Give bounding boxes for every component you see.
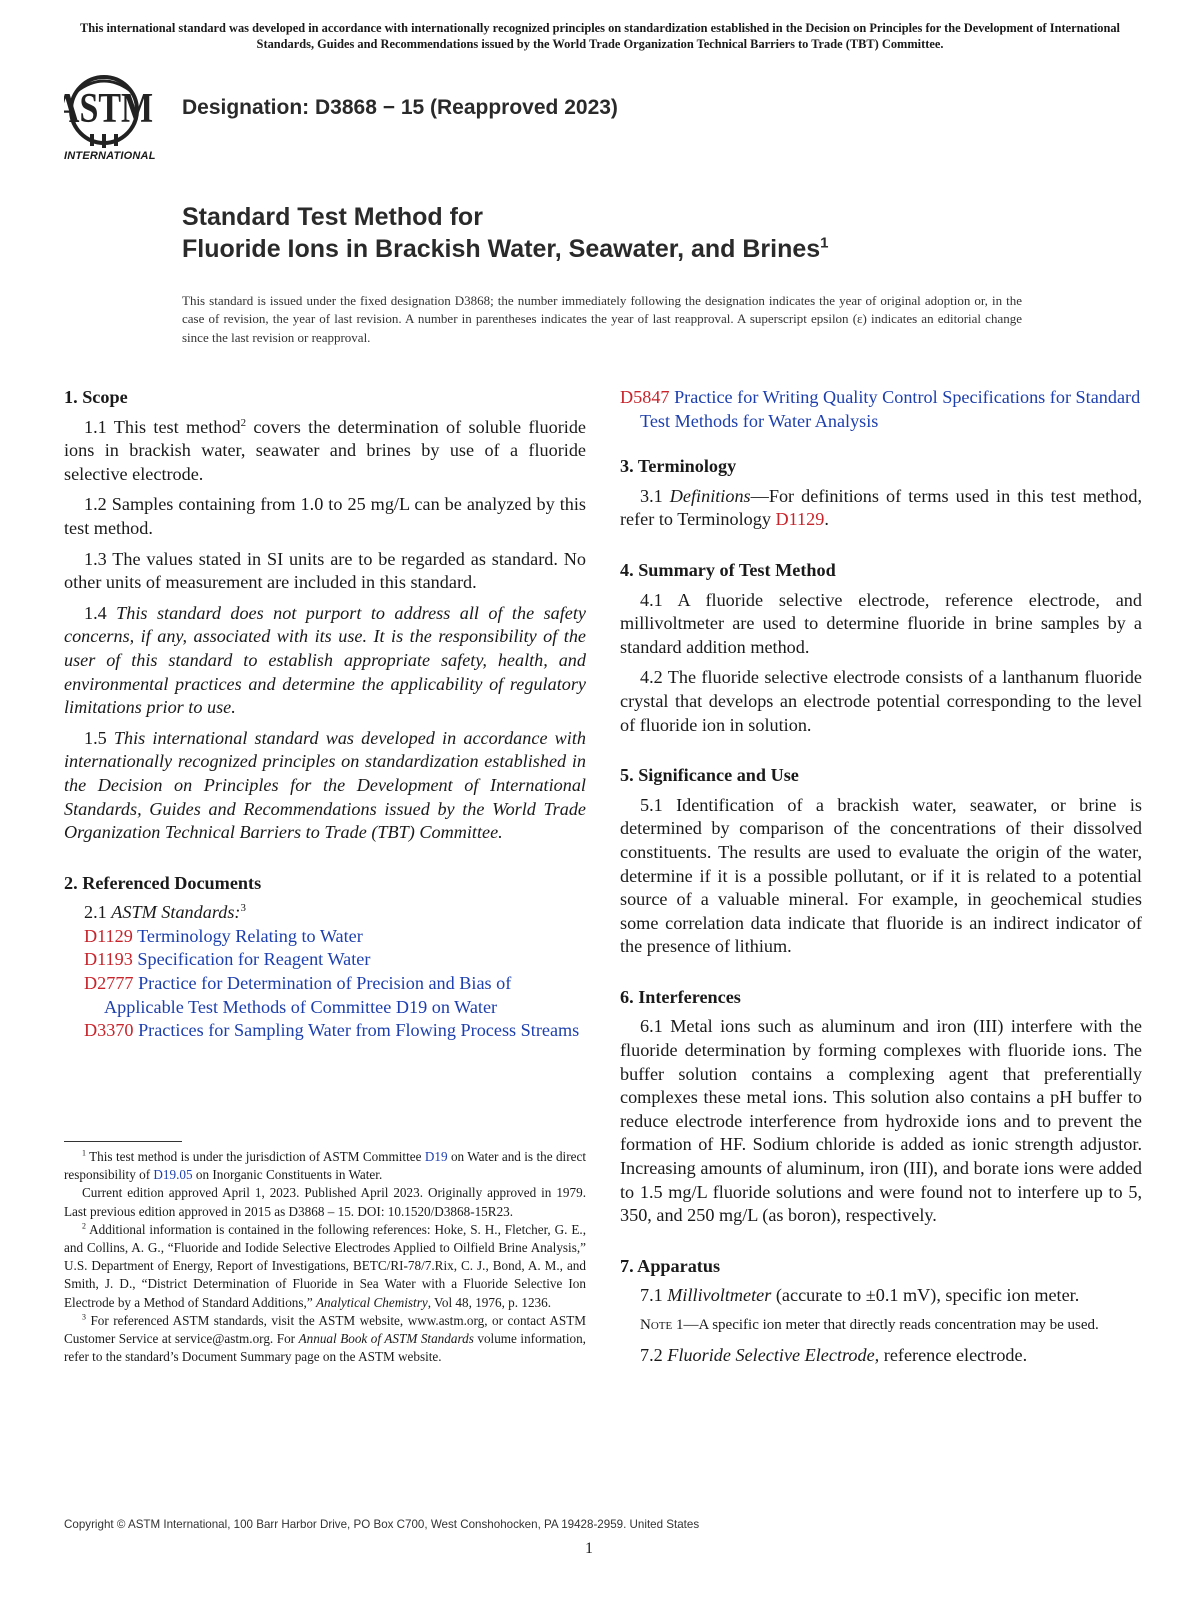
- reference-link-d3370[interactable]: D3370 Practices for Sampling Water from Flowing Process Streams: [84, 1020, 580, 1041]
- significance-heading: 5. Significance and Use: [620, 765, 799, 786]
- issue-note: This standard is issued under the fixed designation D3868; the number immediately following the designation indicates the year of original adoption or, in the case of revision, the year of last revision. A number in parentheses indicates the year of last reapproval. A superscript epsilon (ε) indicates an editorial change since the last revision or reapproval.: [182, 293, 1022, 345]
- reference-link-d1129[interactable]: D1129 Terminology Relating to Water: [84, 925, 363, 946]
- title-line-2: [182, 233, 829, 265]
- astm-logo: [64, 72, 174, 168]
- scope-1-3: 1.3 The values stated in SI units are to be regarded as standard. No other units of measurement are included in this standard.: [64, 548, 586, 593]
- significance-5-1: 5.1 Identification of a brackish water, seawater, or brine is determined by comparison of the concentrations of their dissolved constituents. The results are used to evaluate the origin of the water, determine if it is a possible pollutant, or if it is related to a potential source of a valuable mineral. For example, in geochemical studies some correlation data indicate that fluoride is an indirect indicator of the presence of lithium.: [620, 794, 1142, 957]
- reference-link-d1193[interactable]: D1193 Specification for Reagent Water: [84, 949, 371, 970]
- apparatus-7-1: 7.1 Millivoltmeter (accurate to ±0.1 mV), specific ion meter.: [640, 1285, 1080, 1306]
- footnotes: [64, 1148, 586, 1366]
- interferences-heading: 6. Interferences: [620, 986, 741, 1007]
- astm-standards-sub: 2.1 ASTM Standards:$^3$: [84, 902, 246, 923]
- terminology-heading: 3. Terminology: [620, 456, 737, 477]
- footnote-rule: [64, 1141, 182, 1142]
- summary-heading: 4. Summary of Test Method: [620, 559, 836, 580]
- logo-text: INTERNATIONAL: [64, 150, 156, 162]
- title-footnote-mark: 1: [820, 234, 829, 252]
- scope-1-1: 1.1 This test method$^2$ covers the determination of soluble fluoride ions in brackish water, seawater and brines by use of a fluoride selective electrode.: [64, 416, 586, 484]
- footnote-1-edition: Current edition approved April 1, 2023. Published April 2023. Originally approved in 1979. Last previous edition approved in 2015 as D3868 – 15. DOI: 10.1520/D3868-15R23.: [64, 1185, 586, 1219]
- footnote-2-mark[interactable]: 2: [240, 416, 247, 429]
- designation: Designation: D3868 − 15 (Reapproved 2023): [182, 96, 618, 119]
- summary-4-1: 4.1 A fluoride selective electrode, reference electrode, and millivoltmeter are used to determine fluoride in brine samples by a standard addition method.: [620, 589, 1142, 657]
- apparatus-7-2: 7.2 Fluoride Selective Electrode, reference electrode.: [640, 1345, 1028, 1365]
- reference-list: [84, 925, 586, 1043]
- apparatus-note-1: Note 1—A specific ion meter that directly reads concentration may be used.: [640, 1317, 1099, 1333]
- referenced-heading: 2. Referenced Documents: [64, 872, 262, 893]
- subcommittee-d19-05-link[interactable]: D19.05: [153, 1167, 193, 1183]
- document-title: [182, 201, 829, 265]
- committee-d19-link[interactable]: D19: [424, 1149, 448, 1164]
- title-text: Fluoride Ions in Brackish Water, Seawater, and Brines: [182, 235, 821, 263]
- terminology-3-1: 3.1 Definitions—For definitions of terms used in this test method, refer to Terminology D1129.: [620, 485, 1142, 530]
- interferences-6-1: 6.1 Metal ions such as aluminum and iron (III) interfere with the fluoride determination by forming complexes with fluoride ions. The buffer solution contains a complexing agent that preferentially complexes these metal ions. This solution also contains a pH buffer to reduce electrode interference from hydroxide ions and to prevent the formation of HF. Sodium chloride is added as ionic strength adjustor. Increasing amounts of aluminum, iron (III), and borate ions were added to 1.5 mg/L fluoride solutions and were found not to interfere up to 5, 350, and 250 mg/L (as boron), respectively.: [620, 1016, 1142, 1226]
- d1129-link[interactable]: D1129: [775, 509, 825, 530]
- top-notice: This international standard was developed in accordance with internationally recognized principles on standardization established in the Decision on Principles for the Development of International Standards, Guides and Recommendations issued by the World Trade Organization Technical Barriers to Trade (TBT) Committee.: [79, 21, 1121, 51]
- right-column: [620, 386, 1142, 1375]
- copyright-line: Copyright © ASTM International, 100 Barr Harbor Drive, PO Box C700, West Conshohocken, PA 19428-2959. United States: [64, 1518, 700, 1531]
- apparatus-heading: 7. Apparatus: [620, 1255, 721, 1276]
- footnote-1: $^1$ This test method is under the jurisdiction of ASTM Committee D19 on Water and is the direct responsibility of D19.05 on Inorganic Constituents in Water.: [64, 1148, 586, 1183]
- reference-list-continued: [620, 386, 1142, 433]
- scope-1-2: 1.2 Samples containing from 1.0 to 25 mg/L can be analyzed by this test method.: [64, 494, 586, 538]
- summary-4-2: 4.2 The fluoride selective electrode consists of a lanthanum fluoride crystal that develops an electrode potential corresponding to the level of fluoride ion in solution.: [620, 667, 1142, 735]
- reference-link-d2777[interactable]: D2777 Practice for Determination of Precision and Bias of Applicable Test Methods of Committee D19 on Water: [84, 973, 512, 1017]
- scope-1-4: 1.4 This standard does not purport to address all of the safety concerns, if any, associated with its use. It is the responsibility of the user of this standard to establish appropriate safety, health, and environmental practices and determine the applicability of regulatory limitations prior to use.: [64, 602, 586, 718]
- footnote-2: $^2$ Additional information is contained in the following references: Hoke, S. H., Fletcher, G. E., and Collins, A. G., “Fluoride and Iodide Selective Electrodes Applied to Oilfield Brine Analysis,” U.S. Department of Energy, Report of Investigations, BETC/RI-78/7.Rix, C. J., Bond, A. M., and Smith, J. D., “District Determination of Fluoride in Sea Water with a Fluoride Selective Ion Electrode by a Method of Standard Additions,” Analytical Chemistry, Vol 48, 1976, p. 1236.: [64, 1221, 586, 1310]
- scope-1-5: 1.5 This international standard was developed in accordance with internationally recognized principles on standardization established in the Decision on Principles for the Development of International Standards, Guides and Recommendations issued by the World Trade Organization Technical Barriers to Trade (TBT) Committee.: [64, 727, 587, 843]
- reference-link-d5847[interactable]: D5847 Practice for Writing Quality Control Specifications for Standard Test Methods for Water Analysis: [620, 387, 1141, 431]
- left-column: [64, 386, 586, 1069]
- footnote-3-mark[interactable]: 3: [240, 902, 246, 915]
- page-number: 1: [585, 1540, 593, 1557]
- svg-text:ASTM: ASTM: [64, 85, 154, 132]
- footnote-3: $^3$ For referenced ASTM standards, visit the ASTM website, www.astm.org, or contact ASTM Customer Service at service@astm.org. For Annual Book of ASTM Standards volume information, refer to the standard’s Document Summary page on the ASTM website.: [64, 1312, 586, 1365]
- scope-heading: 1. Scope: [64, 387, 128, 407]
- title-line-1: Standard Test Method for: [182, 203, 483, 231]
